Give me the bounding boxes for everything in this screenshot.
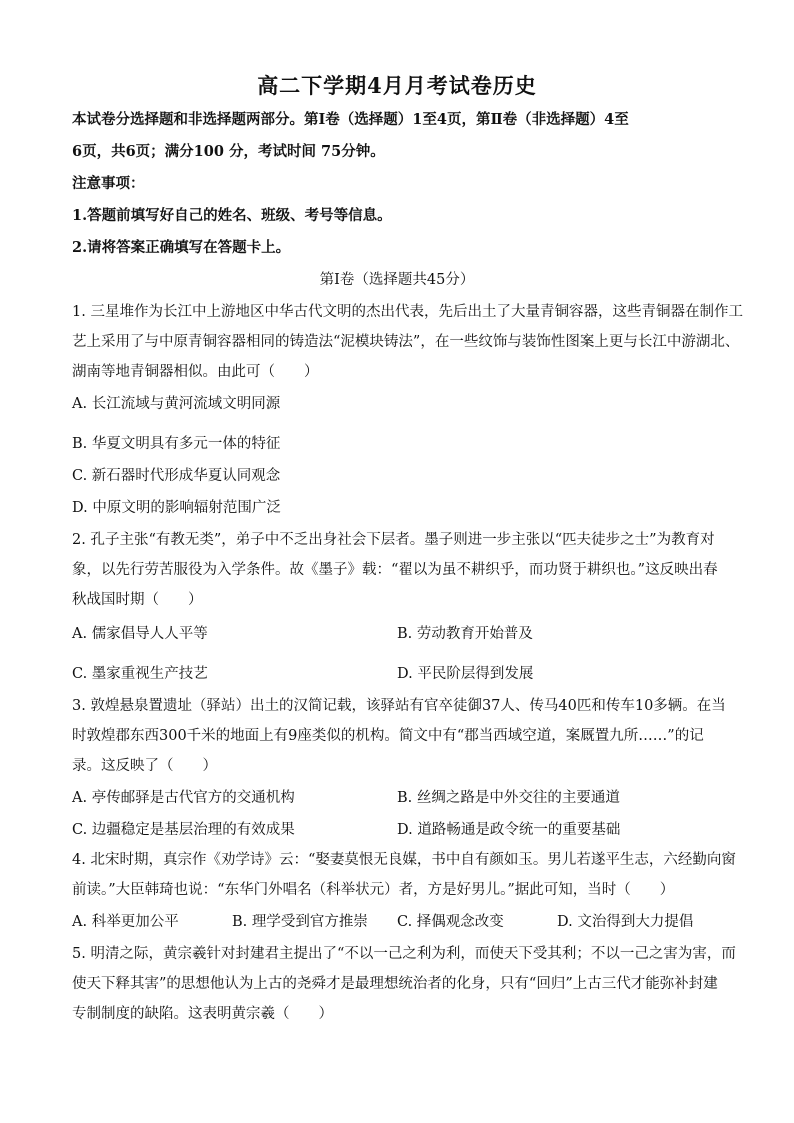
intro-line-1: 本试卷分选择题和非选择题两部分。第Ⅰ卷（选择题）1至4页，第Ⅱ卷（非选择题）4至	[72, 111, 629, 128]
intro-line-2: 6页，共6页；满分100 分，考试时间 75分钟。	[72, 143, 385, 160]
notice-item-2: 2.请将答案正确填写在答题卡上。	[72, 239, 291, 256]
question-1-option-a: A. 长江流域与黄河流域文明同源	[72, 396, 281, 412]
question-3-option-b: B. 丝绸之路是中外交往的主要通道	[397, 790, 620, 806]
question-2-option-d: D. 平民阶层得到发展	[397, 666, 534, 682]
question-2-line-2: 象，以先行劳苦服役为入学条件。故《墨子》载：“翟以为虽不耕织乎，而功贤于耕织也。”这反映出春	[72, 562, 718, 578]
question-4-option-b: B. 理学受到官方推崇	[232, 914, 368, 930]
question-1-option-b: B. 华夏文明具有多元一体的特征	[72, 436, 281, 452]
question-3-option-c: C. 边疆稳定是基层治理的有效成果	[72, 822, 295, 838]
question-5-line-2: 使天下释其害”的思想他认为上古的尧舜才是最理想统治者的化身，只有“回归”上古三代才能弥补封建	[72, 976, 718, 992]
question-2-option-a: A. 儒家倡导人人平等	[72, 626, 208, 642]
question-2-option-b: B. 劳动教育开始普及	[397, 626, 533, 642]
question-4-line-2: 前读。”大臣韩琦也说：“东华门外唱名（科举状元）者，方是好男儿。”据此可知，当时（ ）	[72, 882, 675, 898]
section-heading: 第Ⅰ卷（选择题共45分）	[319, 272, 475, 288]
question-1-line-3: 湖南等地青铜器相似。由此可（ ）	[72, 364, 319, 380]
question-1-option-c: C. 新石器时代形成华夏认同观念	[72, 468, 281, 484]
question-2-line-3: 秋战国时期（ ）	[72, 592, 203, 608]
question-3-option-a: A. 亭传邮驿是古代官方的交通机构	[72, 790, 295, 806]
page-title: 高二下学期4月月考试卷历史	[257, 73, 537, 98]
question-4-line-1: 4. 北宋时期，真宗作《劝学诗》云：“娶妻莫恨无良媒，书中自有颜如玉。男儿若遂平生志，六经勤向窗	[72, 852, 736, 868]
question-5-line-1: 5. 明清之际，黄宗羲针对封建君主提出了“不以一己之利为利，而使天下受其利；不以一己之害为害，而	[72, 946, 736, 962]
question-3-line-1: 3. 敦煌悬泉置遗址（驿站）出土的汉简记载，该驿站有官卒徒御37人、传马40匹和传车10多辆。在当	[72, 698, 726, 714]
question-3-line-2: 时敦煌郡东西300千米的地面上有9座类似的机构。简文中有“郡当西域空道，案厩置九所……”的记	[72, 728, 704, 744]
question-1-line-1: 1. 三星堆作为长江中上游地区中华古代文明的杰出代表，先后出土了大量青铜容器，这些青铜器在制作工	[72, 304, 743, 320]
question-4-option-d: D. 文治得到大力提倡	[557, 914, 694, 930]
question-1-option-d: D. 中原文明的影响辐射范围广泛	[72, 500, 281, 516]
question-2-line-1: 2. 孔子主张“有教无类”，弟子中不乏出身社会下层者。墨子则进一步主张以“匹夫徒步之士”为教育对	[72, 532, 715, 548]
question-5-line-3: 专制制度的缺陷。这表明黄宗羲（ ）	[72, 1006, 333, 1022]
question-2-option-c: C. 墨家重视生产技艺	[72, 666, 208, 682]
question-3-line-3: 录。这反映了（ ）	[72, 758, 217, 774]
question-4-option-c: C. 择偶观念改变	[397, 914, 504, 930]
question-4-option-a: A. 科举更加公平	[72, 914, 179, 930]
question-1-line-2: 艺上采用了与中原青铜容器相同的铸造法“泥模块铸法”，在一些纹饰与装饰性图案上更与长江中游湖北、	[72, 334, 740, 350]
question-3-option-d: D. 道路畅通是政令统一的重要基础	[397, 822, 621, 838]
notice-item-1: 1.答题前填写好自己的姓名、班级、考号等信息。	[72, 207, 392, 224]
notice-heading: 注意事项：	[72, 175, 145, 192]
